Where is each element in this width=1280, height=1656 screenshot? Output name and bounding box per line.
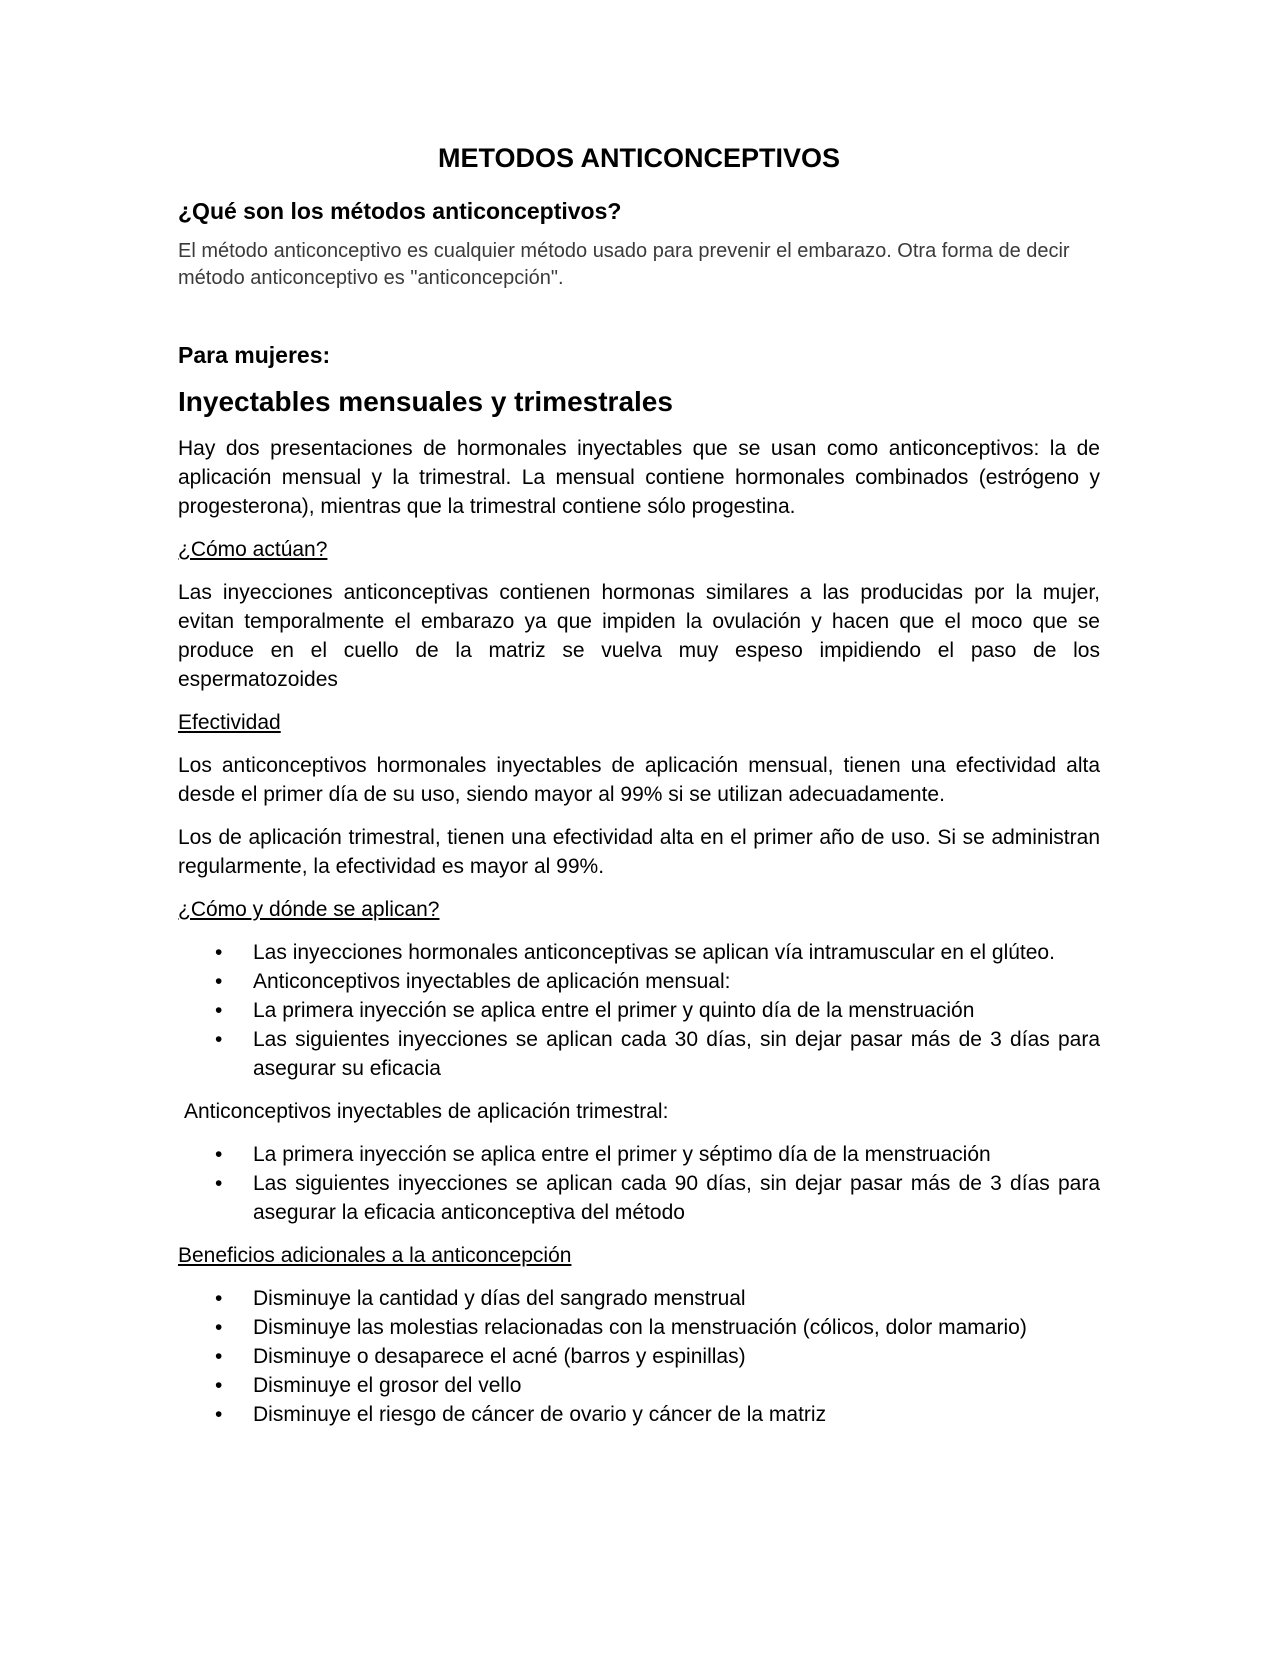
bullet-icon: •: [215, 1172, 223, 1195]
list-item: • Disminuye el grosor del vello: [253, 1371, 1100, 1400]
effectiveness-heading: Efectividad: [178, 711, 281, 734]
list-item: • La primera inyección se aplica entre el primer y quinto día de la menstruación: [253, 996, 1100, 1025]
list-item: • Disminuye las molestias relacionadas con la menstruación (cólicos, dolor mamario): [253, 1313, 1100, 1342]
document-title: METODOS ANTICONCEPTIVOS: [437, 143, 841, 173]
quarterly-label: Anticonceptivos inyectables de aplicación trimestral:: [184, 1100, 669, 1123]
bullet-icon: •: [215, 1287, 223, 1310]
effectiveness-quarterly-paragraph: Los de aplicación trimestral, tienen una efectividad alta en el primer año de uso. Si se administran regularmente, la efectividad es mayor al 99%.: [178, 826, 1100, 878]
benefits-heading: Beneficios adicionales a la anticoncepción: [178, 1244, 572, 1267]
section-heading: Inyectables mensuales y trimestrales: [178, 386, 673, 417]
how-act-paragraph: Las inyecciones anticonceptivas contienen hormonas similares a las producidas por la mujer, evitan temporalmente el embarazo ya que impiden la ovulación y hacen que el moco que se produce en el cuello de la matriz se vuelva muy espeso impidiendo el paso de los espermatozoides: [178, 581, 1100, 691]
list-item: • Disminuye o desaparece el acné (barros y espinillas): [253, 1342, 1100, 1371]
list-item: • Las siguientes inyecciones se aplican cada 30 días, sin dejar pasar más de 3 días para asegurar su eficacia: [253, 1025, 1100, 1083]
list-item: • Disminuye la cantidad y días del sangrado menstrual: [253, 1284, 1100, 1313]
bullet-icon: •: [215, 1316, 223, 1339]
bullet-icon: •: [215, 1143, 223, 1166]
quarterly-list: [178, 1140, 1100, 1227]
list-item: • La primera inyección se aplica entre el primer y séptimo día de la menstruación: [253, 1140, 1100, 1169]
benefits-list: [178, 1284, 1100, 1429]
document-page: [178, 140, 1100, 1443]
bullet-icon: •: [215, 999, 223, 1022]
list-item: • Anticonceptivos inyectables de aplicación mensual:: [253, 967, 1100, 996]
list-item: • Las siguientes inyecciones se aplican cada 90 días, sin dejar pasar más de 3 días para asegurar la eficacia anticonceptiva del método: [253, 1169, 1100, 1227]
list-item: • Disminuye el riesgo de cáncer de ovario y cáncer de la matriz: [253, 1400, 1100, 1429]
application-heading: ¿Cómo y dónde se aplican?: [178, 898, 440, 921]
section-intro-paragraph: Hay dos presentaciones de hormonales inyectables que se usan como anticonceptivos: la de aplicación mensual y la trimestral. La mensual contiene hormonales combinados (estrógeno y progesterona), mientras que la trimestral contiene sólo progestina.: [178, 437, 1100, 518]
bullet-icon: •: [215, 1403, 223, 1426]
list-item: • Las inyecciones hormonales anticonceptivas se aplican vía intramuscular en el glúteo.: [253, 938, 1100, 967]
bullet-icon: •: [215, 970, 223, 993]
how-act-heading: ¿Cómo actúan?: [178, 538, 328, 561]
question-heading: ¿Qué son los métodos anticonceptivos?: [178, 198, 622, 224]
application-list: [178, 938, 1100, 1083]
bullet-icon: •: [215, 1028, 223, 1051]
effectiveness-monthly-paragraph: Los anticonceptivos hormonales inyectables de aplicación mensual, tienen una efectividad alta desde el primer día de su uso, siendo mayor al 99% si se utilizan adecuadamente.: [178, 754, 1100, 806]
women-heading: Para mujeres:: [178, 342, 331, 368]
bullet-icon: •: [215, 941, 223, 964]
intro-paragraph: El método anticonceptivo es cualquier método usado para prevenir el embarazo. Otra forma de decir método anticonceptivo es "anticoncepción".: [178, 240, 1070, 289]
bullet-icon: •: [215, 1374, 223, 1397]
bullet-icon: •: [215, 1345, 223, 1368]
